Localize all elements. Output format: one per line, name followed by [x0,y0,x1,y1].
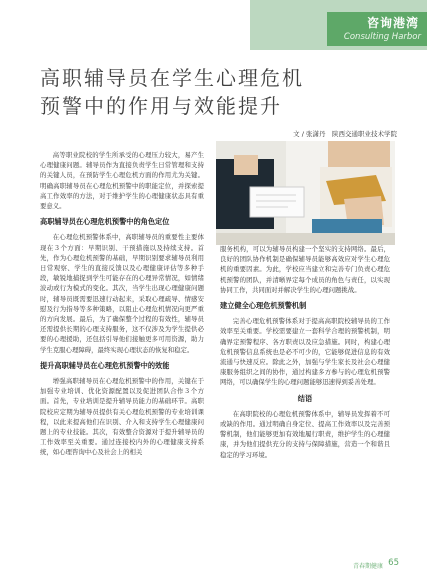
body-paragraph: 增强高职辅导员在心理危机预警中的作用，关键在于加强专业培训、优化资源配置以及促进团队合作３个方面。首先，专业培训是提升辅导员能力的基础环节。高职院校应定期为辅导员提供有关心理危机预警的专业培训课程，以此来提高他们在识别、介入和支持学生心理健康问题上的专业技能。其次，有效整合资源对于提升辅导员的工作效率至关重要。通过连接校内外的心理健康支持系统，如心理咨询中心及社会上的相关 [40,377,204,457]
section-heading: 结语 [297,393,313,403]
body-paragraph: 在高职院校的心理危机预警体系中，辅导员发挥着不可或缺的作用。通过明确自身定位、提高工作效率以及完善预警机制，他们能够更加有效地履行职责，维护学生的心理健康，并为他们提供充分的支持与保障措施，营造一个和谐且稳定的学习环境。 [220,409,390,459]
footer-magazine: 青春期健康 [352,563,383,570]
page-number: 65 [388,558,399,568]
title-line-2: 预警中的作用与效能提升 [40,94,282,118]
column-right [220,244,390,460]
body-paragraph: 在心理危机预警体系中，高职辅导员的重要性主要体现在３个方面：早期识别、干预措施以及持续支持。首先，作为心理危机预警的基础，早期识别要求辅导员利用日常观察、学生的直接反馈以及心理健康评估等多种手段，敏锐地捕捉到学生可能存在的心理异常情况，如情绪波动或行为模式的变化。其次，当学生出现心理健康问题时，辅导员既需要迅速行动起来，采取心理疏导、情感安慰及行为指导等多种策略，以阻止心理危机情况向更严重的方向发展。最后，为了确保整个过程的有效性，辅导员还需提供长期的心理支持服务，这不仅涉及为学生提供必要的心理援助，还包括引导他们接触更多可用资源，助力学生克服心理障碍，最终实现心理状态的恢复和稳定。 [40,233,204,354]
header-band [0,0,427,50]
section-heading: 高职辅导员在心理危机预警中的角色定位 [40,217,170,227]
byline: 文 / 张潇丹 陕西交通职业技术学院 [293,130,397,138]
counseling-photo [216,141,395,245]
article-title [40,64,370,120]
body-paragraph: 服务机构，可以为辅导员构建一个坚实的支持网络。最后，良好的团队协作机制是确保辅导员能够高效应对学生心理危机的重要因素。为此，学校应当建立和完善专门负责心理危机预警的团队，并清晰界定每个成员的角色与责任，以实现协同工作，共同面对并解决学生的心理问题挑战。 [220,245,390,294]
header-white [0,0,250,50]
section-name: 咨询港湾 [366,16,419,30]
section-name-en: Consulting Harbor [343,32,421,42]
column-left [40,150,204,458]
section-heading: 建立健全心理危机预警机制 [220,301,307,311]
title-line-1: 高职辅导员在学生心理危机 [40,66,304,90]
body-paragraph: 高等职业院校的学生所承受的心理压力较大，易产生心理健康问题。辅导员作为直接负责学生日常管理和支持的关键人员，在预防学生心理危机方面的作用尤为关键。明确高职辅导员在心理危机预警中的职能定位，并探索提高工作效率的方法，对于维护学生的心理健康状态具有重要意义。 [40,151,204,211]
body-paragraph: 完善心理危机预警体系对于提高高职院校辅导员的工作效率至关重要。学校需要建立一套科学合理的预警机制，明确界定预警程序、各方职责以及应急措施。同时，构建心理危机预警信息系统也是必不可少的，它能够促进信息的有效流通与快速反应。除此之外，加强与学生家长及社会心理健康服务组织之间的协作，通过构建多方参与的心理危机预警网络，可以确保学生的心理问题能够迅速得到妥善处理。 [220,317,390,387]
section-heading: 提升高职辅导员在心理危机预警中的效能 [40,360,170,370]
counseling-photo-icon [216,141,395,245]
